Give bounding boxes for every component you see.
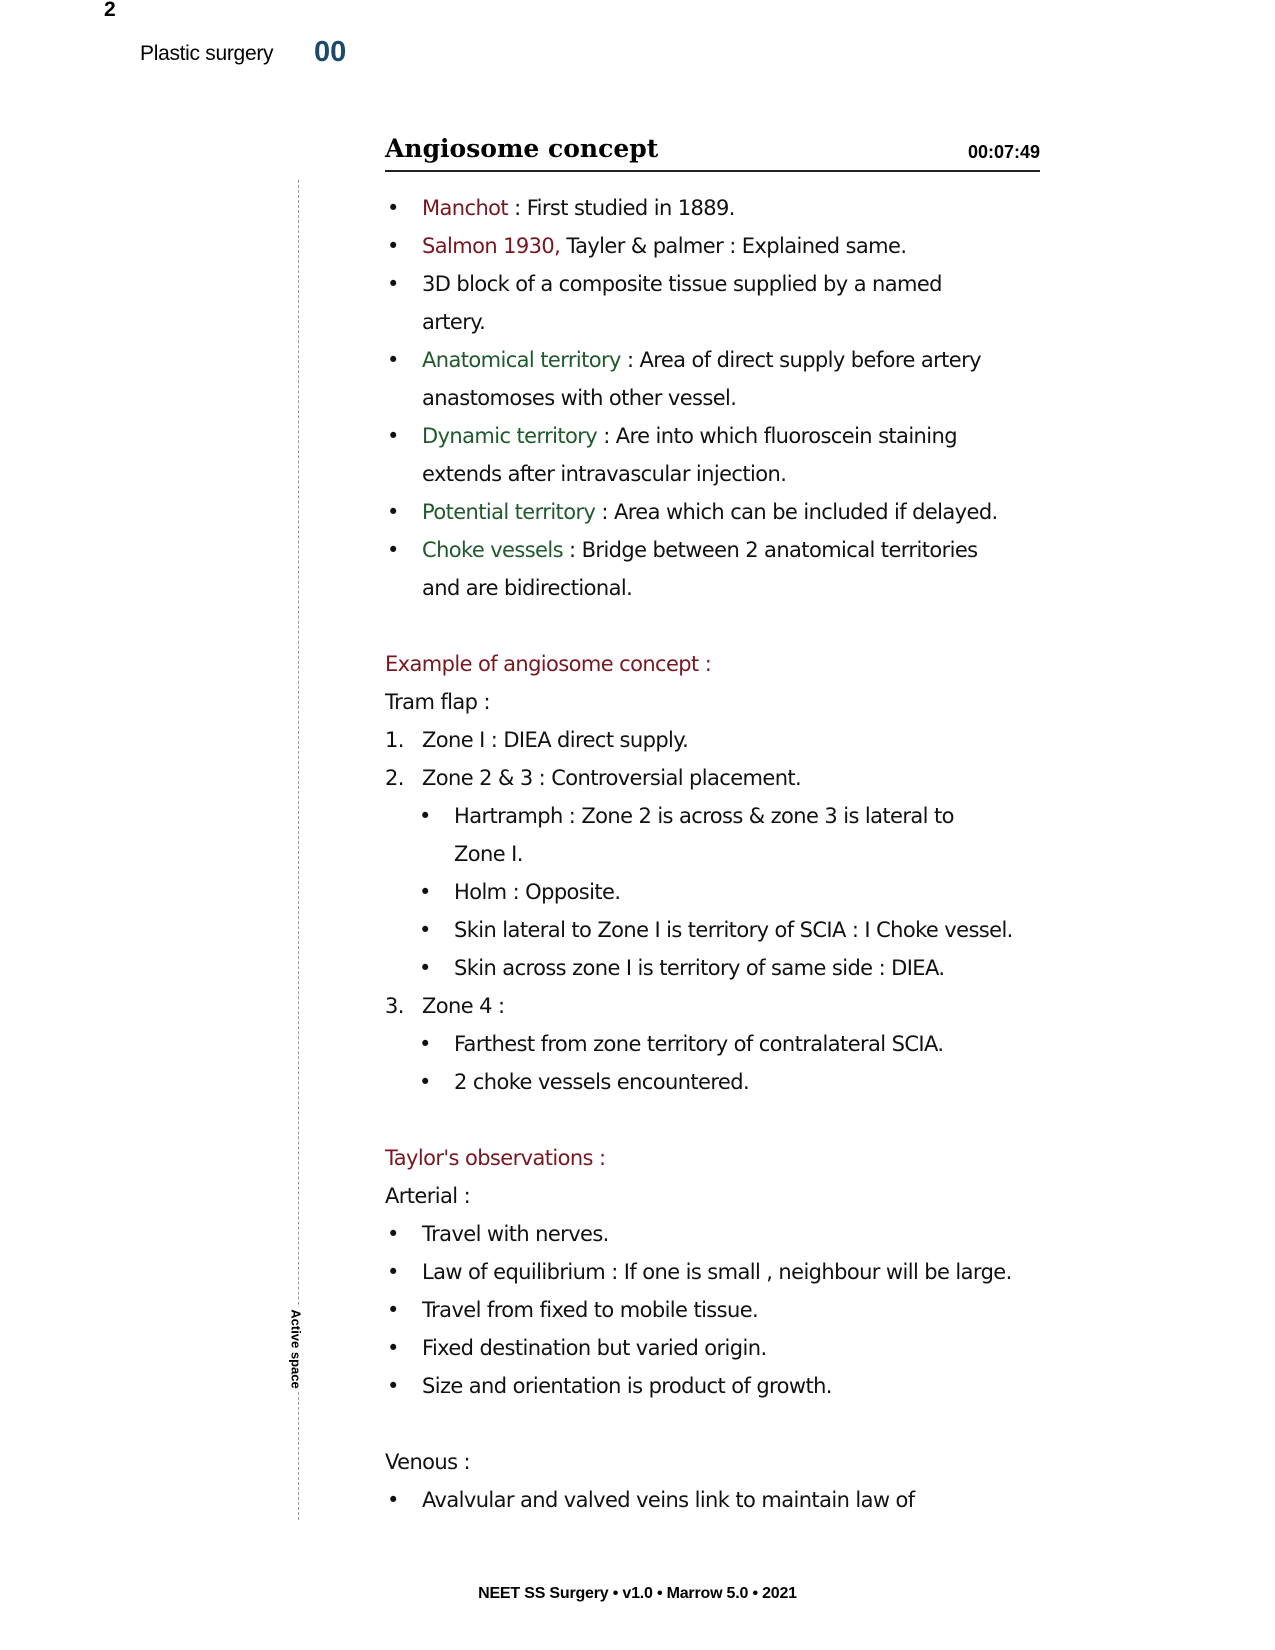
venous-label: Venous : bbox=[385, 1450, 471, 1474]
list-item-continuation: anastomoses with other vessel. bbox=[422, 386, 737, 410]
numbered-item: 2. Zone 2 & 3 : Controversial placement. bbox=[385, 766, 802, 790]
bullet-icon: • bbox=[419, 918, 431, 942]
list-item-continuation: and are bidirectional. bbox=[422, 576, 633, 600]
taylor-heading: Taylor's observations : bbox=[385, 1146, 606, 1170]
active-space-label: Active space bbox=[285, 1307, 308, 1391]
subject-title: Plastic surgery bbox=[140, 42, 274, 65]
bullet-icon: • bbox=[419, 804, 431, 828]
list-item: • Avalvular and valved veins link to maintain law of bbox=[385, 1481, 1055, 1519]
bullet-icon: • bbox=[419, 1070, 431, 1094]
bullet-icon: • bbox=[387, 348, 399, 372]
page-number: 2 bbox=[104, 0, 116, 21]
bullet-icon: • bbox=[387, 1336, 399, 1360]
list-item: • Potential territory : Area which can be included if delayed. bbox=[385, 493, 1055, 531]
sub-list-item: • Hartramph : Zone 2 is across & zone 3 is lateral to bbox=[417, 797, 1055, 835]
list-item: • Dynamic territory : Are into which fluoroscein staining bbox=[385, 417, 1055, 455]
sub-list-item: • Skin lateral to Zone I is territory of SCIA : I Choke vessel. bbox=[417, 911, 1055, 949]
list-item: • 3D block of a composite tissue supplied by a named bbox=[385, 265, 1055, 303]
bullet-icon: • bbox=[387, 1260, 399, 1284]
notes-body bbox=[385, 189, 1055, 1519]
list-item-continuation: extends after intravascular injection. bbox=[422, 462, 787, 486]
bullet-icon: • bbox=[387, 1488, 399, 1512]
page-footer: NEET SS Surgery • v1.0 • Marrow 5.0 • 2021 bbox=[478, 1585, 797, 1602]
sub-list-item: • Holm : Opposite. bbox=[417, 873, 1055, 911]
list-item: • Anatomical territory : Area of direct supply before artery bbox=[385, 341, 1055, 379]
bullet-icon: • bbox=[419, 1032, 431, 1056]
bullet-icon: • bbox=[387, 272, 399, 296]
list-item: • Travel with nerves. bbox=[385, 1215, 1055, 1253]
bullet-icon: • bbox=[387, 234, 399, 258]
bullet-icon: • bbox=[419, 956, 431, 980]
bullet-icon: • bbox=[387, 538, 399, 562]
example-heading: Example of angiosome concept : bbox=[385, 652, 712, 676]
arterial-label: Arterial : bbox=[385, 1184, 471, 1208]
list-item: • Law of equilibrium : If one is small , neighbour will be large. bbox=[385, 1253, 1055, 1291]
list-item: • Fixed destination but varied origin. bbox=[385, 1329, 1055, 1367]
bullet-icon: • bbox=[387, 424, 399, 448]
section-header bbox=[385, 132, 1040, 172]
list-item: • Manchot : First studied in 1889. bbox=[385, 189, 1055, 227]
list-item: • Salmon 1930, Tayler & palmer : Explained same. bbox=[385, 227, 1055, 265]
bullet-icon: • bbox=[387, 500, 399, 524]
numbered-item: 3. Zone 4 : bbox=[385, 994, 505, 1018]
numbered-item: 1. Zone I : DIEA direct supply. bbox=[385, 728, 689, 752]
example-subheading: Tram flap : bbox=[385, 690, 490, 714]
sub-list-item: • 2 choke vessels encountered. bbox=[417, 1063, 1055, 1101]
sub-list-item: • Skin across zone I is territory of same side : DIEA. bbox=[417, 949, 1055, 987]
list-item: • Travel from fixed to mobile tissue. bbox=[385, 1291, 1055, 1329]
list-item: • Size and orientation is product of growth. bbox=[385, 1367, 1055, 1405]
chapter-number: 00 bbox=[314, 36, 347, 68]
bullet-icon: • bbox=[387, 196, 399, 220]
sub-list-item: • Farthest from zone territory of contralateral SCIA. bbox=[417, 1025, 1055, 1063]
bullet-icon: • bbox=[387, 1298, 399, 1322]
list-item-continuation: artery. bbox=[422, 310, 486, 334]
bullet-icon: • bbox=[387, 1222, 399, 1246]
section-title: Angiosome concept bbox=[385, 134, 659, 163]
bullet-icon: • bbox=[419, 880, 431, 904]
video-timestamp: 00:07:49 bbox=[967, 142, 1040, 162]
bullet-icon: • bbox=[387, 1374, 399, 1398]
sub-list-item-continuation: Zone I. bbox=[454, 842, 523, 866]
list-item: • Choke vessels : Bridge between 2 anatomical territories bbox=[385, 531, 1055, 569]
